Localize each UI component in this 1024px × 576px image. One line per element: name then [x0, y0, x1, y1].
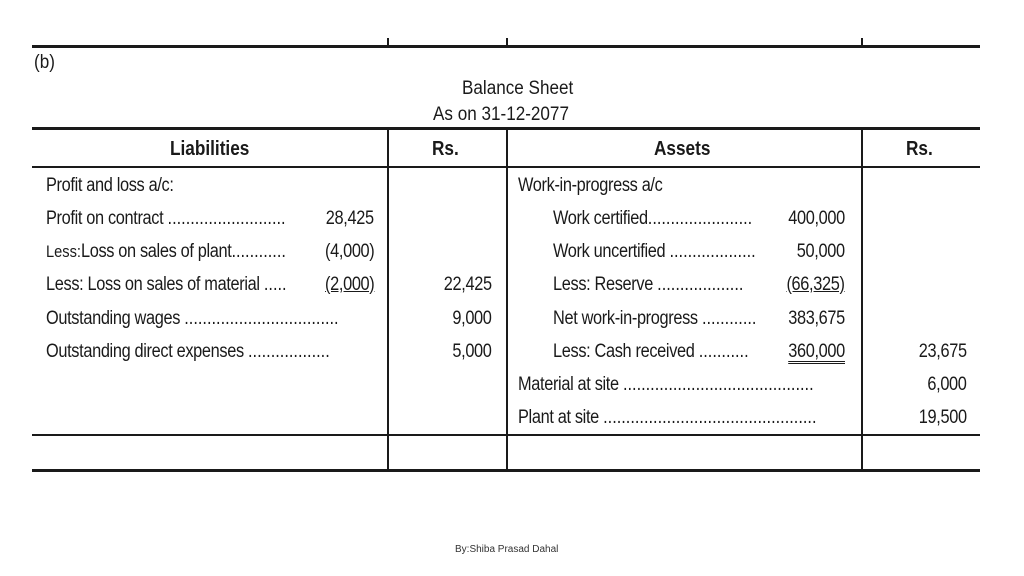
top-divider-3: [861, 38, 863, 46]
loss-plant-row: [46, 241, 286, 263]
profit-value: 28,425: [326, 208, 374, 229]
net-wip-label: Net work-in-progress: [553, 308, 702, 329]
header-rs-left: Rs.: [432, 138, 459, 160]
cash-value-text: 360,000: [788, 341, 845, 362]
profit-dots: ..........................: [167, 208, 286, 229]
cash-dots: ...........: [698, 341, 749, 362]
uncertified-dots: ...................: [669, 241, 756, 262]
less-prefix: Less:: [46, 242, 81, 261]
loss-material-row: [46, 274, 287, 296]
reserve-value: [787, 274, 845, 296]
wages-dots: ..................................: [184, 308, 339, 329]
loss-material-value-text: (2,000): [324, 274, 374, 295]
certified-value: 400,000: [788, 208, 845, 229]
material-dots: ..........................................: [622, 374, 814, 395]
certified-label: Work certified: [553, 208, 648, 229]
reserve-dots: ...................: [657, 274, 744, 295]
reserve-row: [553, 274, 743, 296]
wages-value: 9,000: [452, 308, 492, 329]
column-divider-2: [506, 129, 508, 471]
loss-material-label: Less: Loss on sales of material: [46, 274, 264, 295]
page-subtitle: As on 31-12-2077: [433, 104, 569, 125]
section-label: (b): [34, 52, 55, 73]
column-divider-3: [861, 129, 863, 471]
header-rs-right: Rs.: [906, 138, 933, 160]
plant-value: 19,500: [919, 407, 967, 428]
direct-expenses-label: Outstanding direct expenses: [46, 341, 249, 362]
material-row: [518, 374, 814, 396]
loss-plant-value: (4,000): [324, 241, 374, 262]
loss-material-value: [325, 274, 374, 296]
material-label: Material at site: [518, 374, 623, 395]
pl-total: 22,425: [444, 274, 492, 295]
direct-expenses-row: [46, 341, 330, 363]
loss-material-dots: .....: [263, 274, 287, 295]
loss-plant-label: Loss on sales of plant: [80, 241, 232, 262]
header-assets: Assets: [654, 138, 711, 160]
wip-heading: Work-in-progress a/c: [518, 175, 663, 196]
direct-expenses-value: 5,000: [452, 341, 492, 362]
net-wip-row: [553, 308, 756, 330]
material-value: 6,000: [927, 374, 967, 395]
uncertified-value: 50,000: [797, 241, 845, 262]
profit-label: Profit on contract: [46, 208, 168, 229]
top-divider-1: [387, 38, 389, 46]
certified-dots: .......................: [647, 208, 753, 229]
pl-heading: Profit and loss a/c:: [46, 175, 174, 196]
wip-total: 23,675: [919, 341, 967, 362]
column-divider-1: [387, 129, 389, 471]
net-wip-value: 383,675: [788, 308, 845, 329]
direct-expenses-dots: ..................: [248, 341, 330, 362]
plant-row: [518, 407, 816, 429]
uncertified-row: [553, 241, 756, 263]
reserve-value-text: (66,325): [786, 274, 845, 295]
profit-row: [46, 208, 286, 230]
uncertified-label: Work uncertified: [553, 241, 670, 262]
footer-credit: By:Shiba Prasad Dahal: [455, 544, 559, 555]
net-wip-dots: ............: [701, 308, 757, 329]
top-divider-2: [506, 38, 508, 46]
cash-label: Less: Cash received: [553, 341, 699, 362]
plant-label: Plant at site: [518, 407, 604, 428]
cash-row: [553, 341, 749, 363]
certified-row: [553, 208, 752, 230]
loss-plant-dots: ............: [231, 241, 286, 262]
plant-dots: ...............................................: [603, 407, 817, 428]
cash-value: [788, 341, 845, 364]
wages-label: Outstanding wages: [46, 308, 185, 329]
wages-row: [46, 308, 339, 330]
reserve-label: Less: Reserve: [553, 274, 658, 295]
page-title: Balance Sheet: [462, 78, 574, 99]
header-liabilities: Liabilities: [170, 138, 250, 160]
